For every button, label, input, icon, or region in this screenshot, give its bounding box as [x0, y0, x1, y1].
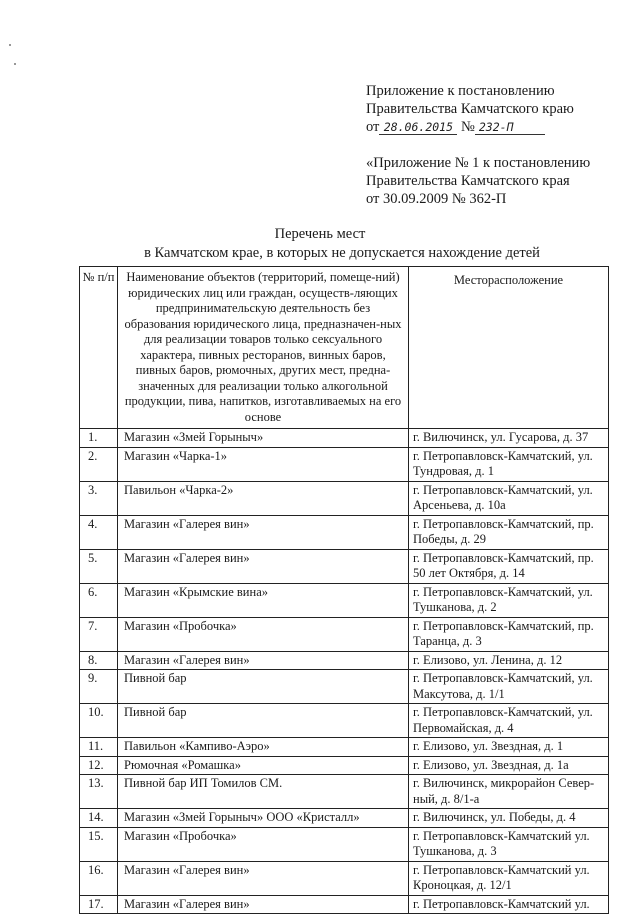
table-row	[80, 583, 609, 617]
table-row	[80, 827, 609, 861]
row-number: 8.	[80, 651, 118, 670]
date-prefix: от	[366, 119, 380, 135]
row-location: г. Елизово, ул. Ленина, д. 12	[409, 651, 609, 670]
row-location: г. Петропавловск-Камчатский ул. Кроноцкая, д. 12/1	[409, 861, 609, 895]
row-object-name: Магазин «Галерея вин»	[118, 895, 409, 914]
header-location: Месторасположение	[409, 267, 609, 429]
row-location: г. Елизово, ул. Звездная, д. 1	[409, 738, 609, 757]
header-number: № п/п	[80, 267, 118, 429]
title-line-1: Перечень мест	[274, 226, 366, 242]
row-object-name: Магазин «Галерея вин»	[118, 515, 409, 549]
document-title	[0, 225, 640, 263]
row-number: 14.	[80, 809, 118, 828]
number-prefix: №	[461, 119, 475, 135]
table-row	[80, 775, 609, 809]
table-row	[80, 756, 609, 775]
row-object-name: Пивной бар	[118, 670, 409, 704]
row-location: г. Петропавловск-Камчатский ул.	[409, 895, 609, 914]
appendix-header	[366, 82, 626, 136]
table-row	[80, 738, 609, 757]
row-location: г. Елизово, ул. Звездная, д. 1а	[409, 756, 609, 775]
row-object-name: Магазин «Чарка-1»	[118, 447, 409, 481]
row-object-name: Магазин «Змей Горыныч»	[118, 429, 409, 448]
row-location: г. Вилючинск, ул. Победы, д. 4	[409, 809, 609, 828]
table-row	[80, 447, 609, 481]
appendix-date-number-line	[366, 118, 626, 136]
row-number: 1.	[80, 429, 118, 448]
appendix-line-2: Правительства Камчатского краю	[366, 101, 574, 117]
appendix2-line-1: «Приложение № 1 к постановлению	[366, 155, 591, 171]
row-object-name: Пивной бар	[118, 704, 409, 738]
row-object-name: Магазин «Пробочка»	[118, 827, 409, 861]
appendix2-line-2: Правительства Камчатского края	[366, 173, 570, 189]
row-number: 10.	[80, 704, 118, 738]
row-location: г. Петропавловск-Камчатский, ул. Тундровая, д. 1	[409, 447, 609, 481]
row-number: 3.	[80, 481, 118, 515]
row-number: 4.	[80, 515, 118, 549]
table-row	[80, 617, 609, 651]
row-location: г. Петропавловск-Камчатский, ул. Арсеньева, д. 10а	[409, 481, 609, 515]
row-object-name: Магазин «Пробочка»	[118, 617, 409, 651]
row-number: 7.	[80, 617, 118, 651]
row-number: 9.	[80, 670, 118, 704]
row-location: г. Вилючинск, ул. Гусарова, д. 37	[409, 429, 609, 448]
row-number: 2.	[80, 447, 118, 481]
row-number: 6.	[80, 583, 118, 617]
table-row	[80, 861, 609, 895]
row-object-name: Павильон «Чарка-2»	[118, 481, 409, 515]
row-number: 17.	[80, 895, 118, 914]
row-location: г. Петропавловск-Камчатский, ул. Максутова, д. 1/1	[409, 670, 609, 704]
row-location: г. Петропавловск-Камчатский, пр. Победы, д. 29	[409, 515, 609, 549]
row-location: г. Петропавловск-Камчатский, пр. Таранца, д. 3	[409, 617, 609, 651]
row-location: г. Вилючинск, микрорайон Север-ный, д. 8/1-а	[409, 775, 609, 809]
header-object-name: Наименование объектов (территорий, помеще-ний) юридических лиц или граждан, осуществ-ляющих предпринимательскую деятельность без образования юридического лица, предназначен-ных для реализации товаров только сексуального характера, пивных ресторанов, винных баров, пивных баров, рюмочных, других мест, предна-значенных для реализации только алкогольной продукции, пива, напитков, изготавливаемых на его основе	[118, 267, 409, 429]
table-row	[80, 651, 609, 670]
row-location: г. Петропавловск-Камчатский, ул. Первомайская, д. 4	[409, 704, 609, 738]
handwritten-number: 232-П	[475, 121, 545, 135]
handwritten-date: 28.06.2015	[379, 121, 457, 135]
row-object-name: Павильон «Кампиво-Аэро»	[118, 738, 409, 757]
row-location: г. Петропавловск-Камчатский ул. Тушканова, д. 3	[409, 827, 609, 861]
row-number: 12.	[80, 756, 118, 775]
row-object-name: Магазин «Змей Горыныч» ООО «Кристалл»	[118, 809, 409, 828]
row-object-name: Рюмочная «Ромашка»	[118, 756, 409, 775]
scan-speck	[9, 44, 11, 46]
row-object-name: Магазин «Галерея вин»	[118, 651, 409, 670]
table-row	[80, 481, 609, 515]
row-object-name: Магазин «Галерея вин»	[118, 861, 409, 895]
table-row	[80, 704, 609, 738]
appendix-line-1: Приложение к постановлению	[366, 83, 555, 99]
row-number: 5.	[80, 549, 118, 583]
row-object-name: Магазин «Крымские вина»	[118, 583, 409, 617]
table-row	[80, 809, 609, 828]
scan-speck	[14, 63, 16, 65]
table-row	[80, 670, 609, 704]
appendix2-line-3: от 30.09.2009 № 362-П	[366, 191, 507, 207]
original-appendix-reference	[366, 154, 636, 208]
title-line-2: в Камчатском крае, в которых не допускается нахождение детей	[144, 245, 540, 261]
row-number: 15.	[80, 827, 118, 861]
table-row	[80, 515, 609, 549]
row-object-name: Магазин «Галерея вин»	[118, 549, 409, 583]
table-row	[80, 895, 609, 914]
row-number: 11.	[80, 738, 118, 757]
places-table	[79, 266, 609, 914]
table-row	[80, 429, 609, 448]
table-row	[80, 549, 609, 583]
row-location: г. Петропавловск-Камчатский, ул. Тушканова, д. 2	[409, 583, 609, 617]
table-header-row	[80, 267, 609, 429]
row-object-name: Пивной бар ИП Томилов СМ.	[118, 775, 409, 809]
row-number: 13.	[80, 775, 118, 809]
row-location: г. Петропавловск-Камчатский, пр. 50 лет Октября, д. 14	[409, 549, 609, 583]
row-number: 16.	[80, 861, 118, 895]
